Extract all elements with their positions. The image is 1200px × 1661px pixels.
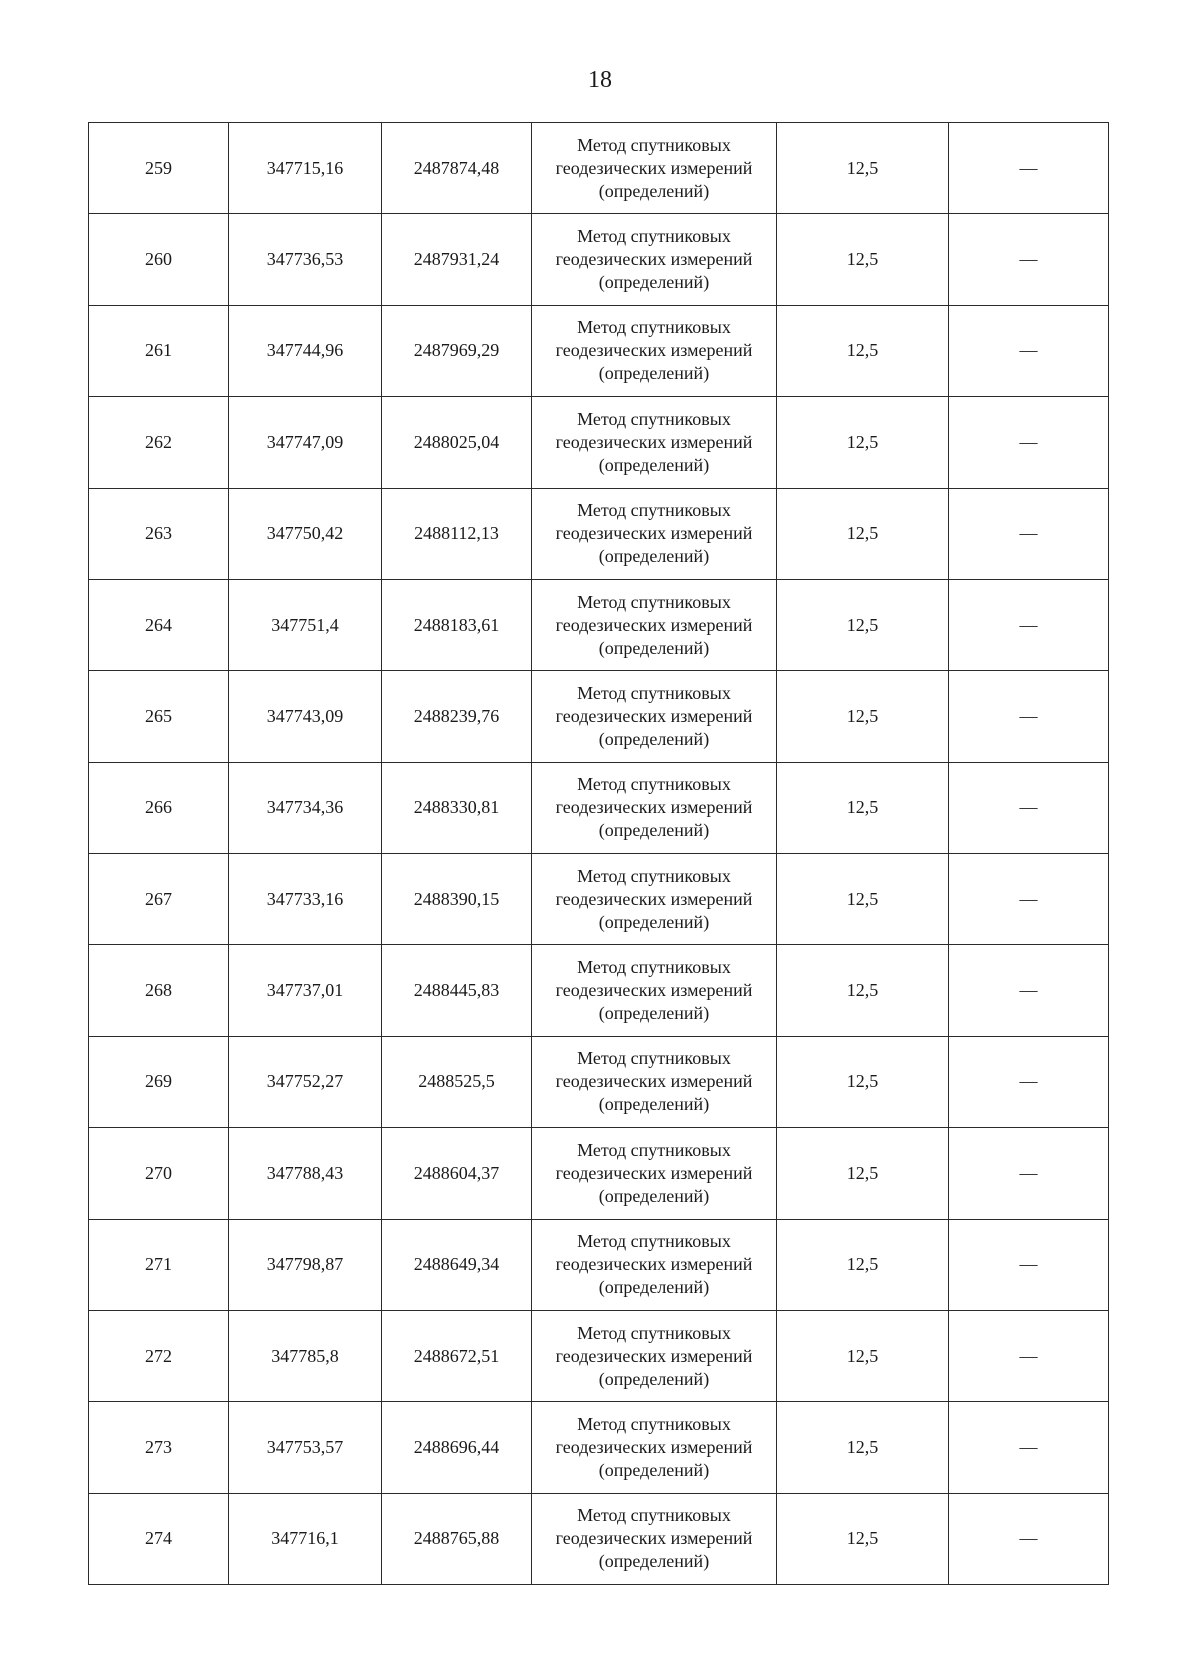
point-number-cell: 263 [89, 488, 229, 579]
method-cell [532, 123, 777, 214]
accuracy-cell: 12,5 [777, 214, 949, 305]
method-line: Метод спутниковых [577, 1413, 731, 1434]
note-cell: — [949, 854, 1109, 945]
method-line: геодезических измерений [555, 1071, 753, 1092]
table-row [89, 123, 1109, 214]
note-cell: — [949, 1128, 1109, 1219]
point-number-cell: 268 [89, 945, 229, 1036]
note-cell: — [949, 123, 1109, 214]
note-cell: — [949, 397, 1109, 488]
note-cell: — [949, 1402, 1109, 1493]
point-number-cell: 272 [89, 1310, 229, 1401]
method-line: геодезических измерений [555, 1254, 753, 1275]
accuracy-cell: 12,5 [777, 1219, 949, 1310]
method-line: геодезических измерений [555, 797, 753, 818]
method-line: (определений) [598, 454, 710, 475]
x-coordinate-cell: 347734,36 [229, 762, 382, 853]
accuracy-cell: 12,5 [777, 1402, 949, 1493]
y-coordinate-cell: 2488112,13 [382, 488, 532, 579]
table-row [89, 1219, 1109, 1310]
method-cell [532, 762, 777, 853]
accuracy-cell: 12,5 [777, 1493, 949, 1584]
method-line: геодезических измерений [555, 1436, 753, 1457]
x-coordinate-cell: 347743,09 [229, 671, 382, 762]
method-line: (определений) [598, 272, 710, 293]
x-coordinate-cell: 347716,1 [229, 1493, 382, 1584]
method-cell [532, 1128, 777, 1219]
y-coordinate-cell: 2487931,24 [382, 214, 532, 305]
accuracy-cell: 12,5 [777, 579, 949, 670]
method-line: геодезических измерений [555, 888, 753, 909]
point-number-cell: 267 [89, 854, 229, 945]
method-line: (определений) [598, 820, 710, 841]
method-line: Метод спутниковых [577, 1139, 731, 1160]
method-cell [532, 1402, 777, 1493]
x-coordinate-cell: 347788,43 [229, 1128, 382, 1219]
method-line: Метод спутниковых [577, 591, 731, 612]
method-cell [532, 579, 777, 670]
accuracy-cell: 12,5 [777, 762, 949, 853]
method-line: Метод спутниковых [577, 774, 731, 795]
x-coordinate-cell: 347733,16 [229, 854, 382, 945]
method-cell [532, 854, 777, 945]
y-coordinate-cell: 2487874,48 [382, 123, 532, 214]
table-row [89, 1310, 1109, 1401]
note-cell: — [949, 1493, 1109, 1584]
note-cell: — [949, 579, 1109, 670]
x-coordinate-cell: 347750,42 [229, 488, 382, 579]
table-row [89, 488, 1109, 579]
x-coordinate-cell: 347737,01 [229, 945, 382, 1036]
method-line: Метод спутниковых [577, 1322, 731, 1343]
method-line: (определений) [598, 1185, 710, 1206]
table-row [89, 1402, 1109, 1493]
method-line: Метод спутниковых [577, 1505, 731, 1526]
method-cell [532, 945, 777, 1036]
note-cell: — [949, 762, 1109, 853]
accuracy-cell: 12,5 [777, 123, 949, 214]
page-number: 18 [588, 67, 612, 93]
method-line: геодезических измерений [555, 1162, 753, 1183]
accuracy-cell: 12,5 [777, 1036, 949, 1127]
method-line: (определений) [598, 911, 710, 932]
method-line: геодезических измерений [555, 614, 753, 635]
accuracy-cell: 12,5 [777, 397, 949, 488]
method-line: (определений) [598, 637, 710, 658]
accuracy-cell: 12,5 [777, 671, 949, 762]
method-line: (определений) [598, 1003, 710, 1024]
accuracy-cell: 12,5 [777, 1310, 949, 1401]
method-line: геодезических измерений [555, 1345, 753, 1366]
method-cell [532, 488, 777, 579]
table-row [89, 1036, 1109, 1127]
y-coordinate-cell: 2488330,81 [382, 762, 532, 853]
method-line: Метод спутниковых [577, 682, 731, 703]
table-row [89, 397, 1109, 488]
method-line: (определений) [598, 180, 710, 201]
note-cell: — [949, 488, 1109, 579]
x-coordinate-cell: 347785,8 [229, 1310, 382, 1401]
x-coordinate-cell: 347715,16 [229, 123, 382, 214]
method-line: геодезических измерений [555, 523, 753, 544]
table-row [89, 945, 1109, 1036]
y-coordinate-cell: 2488239,76 [382, 671, 532, 762]
note-cell: — [949, 671, 1109, 762]
point-number-cell: 265 [89, 671, 229, 762]
y-coordinate-cell: 2488183,61 [382, 579, 532, 670]
x-coordinate-cell: 347751,4 [229, 579, 382, 670]
method-line: (определений) [598, 363, 710, 384]
x-coordinate-cell: 347752,27 [229, 1036, 382, 1127]
point-number-cell: 259 [89, 123, 229, 214]
note-cell: — [949, 1219, 1109, 1310]
table-row [89, 214, 1109, 305]
method-line: Метод спутниковых [577, 500, 731, 521]
method-cell [532, 214, 777, 305]
method-line: геодезических измерений [555, 980, 753, 1001]
method-line: Метод спутниковых [577, 408, 731, 429]
method-line: (определений) [598, 1094, 710, 1115]
x-coordinate-cell: 347744,96 [229, 305, 382, 396]
point-number-cell: 269 [89, 1036, 229, 1127]
point-number-cell: 260 [89, 214, 229, 305]
y-coordinate-cell: 2488604,37 [382, 1128, 532, 1219]
method-line: геодезических измерений [555, 1528, 753, 1549]
method-line: (определений) [598, 1368, 710, 1389]
method-line: геодезических измерений [555, 157, 753, 178]
method-line: геодезических измерений [555, 249, 753, 270]
method-line: Метод спутниковых [577, 226, 731, 247]
accuracy-cell: 12,5 [777, 1128, 949, 1219]
x-coordinate-cell: 347798,87 [229, 1219, 382, 1310]
point-number-cell: 271 [89, 1219, 229, 1310]
note-cell: — [949, 214, 1109, 305]
table-row [89, 671, 1109, 762]
note-cell: — [949, 945, 1109, 1036]
table-row [89, 1493, 1109, 1584]
method-line: Метод спутниковых [577, 1048, 731, 1069]
y-coordinate-cell: 2488696,44 [382, 1402, 532, 1493]
method-cell [532, 1219, 777, 1310]
method-line: (определений) [598, 546, 710, 567]
accuracy-cell: 12,5 [777, 488, 949, 579]
method-line: геодезических измерений [555, 431, 753, 452]
x-coordinate-cell: 347736,53 [229, 214, 382, 305]
method-cell [532, 1493, 777, 1584]
accuracy-cell: 12,5 [777, 945, 949, 1036]
method-line: Метод спутниковых [577, 317, 731, 338]
point-number-cell: 273 [89, 1402, 229, 1493]
point-number-cell: 274 [89, 1493, 229, 1584]
point-number-cell: 266 [89, 762, 229, 853]
y-coordinate-cell: 2488672,51 [382, 1310, 532, 1401]
method-line: (определений) [598, 1551, 710, 1572]
note-cell: — [949, 1310, 1109, 1401]
accuracy-cell: 12,5 [777, 305, 949, 396]
point-number-cell: 270 [89, 1128, 229, 1219]
note-cell: — [949, 305, 1109, 396]
y-coordinate-cell: 2488649,34 [382, 1219, 532, 1310]
y-coordinate-cell: 2488525,5 [382, 1036, 532, 1127]
table-row [89, 579, 1109, 670]
method-line: (определений) [598, 1277, 710, 1298]
method-line: Метод спутниковых [577, 1231, 731, 1252]
method-line: (определений) [598, 728, 710, 749]
method-line: геодезических измерений [555, 705, 753, 726]
accuracy-cell: 12,5 [777, 854, 949, 945]
table-row [89, 1128, 1109, 1219]
method-cell [532, 305, 777, 396]
method-line: (определений) [598, 1459, 710, 1480]
y-coordinate-cell: 2487969,29 [382, 305, 532, 396]
table-row [89, 762, 1109, 853]
method-cell [532, 397, 777, 488]
point-number-cell: 261 [89, 305, 229, 396]
method-line: Метод спутниковых [577, 957, 731, 978]
y-coordinate-cell: 2488445,83 [382, 945, 532, 1036]
coordinates-table [88, 122, 1109, 1585]
method-cell [532, 1310, 777, 1401]
x-coordinate-cell: 347747,09 [229, 397, 382, 488]
y-coordinate-cell: 2488390,15 [382, 854, 532, 945]
method-line: Метод спутниковых [577, 134, 731, 155]
y-coordinate-cell: 2488765,88 [382, 1493, 532, 1584]
coordinates-table-body [89, 123, 1109, 1585]
point-number-cell: 262 [89, 397, 229, 488]
table-row [89, 305, 1109, 396]
x-coordinate-cell: 347753,57 [229, 1402, 382, 1493]
table-row [89, 854, 1109, 945]
method-cell [532, 1036, 777, 1127]
method-line: Метод спутниковых [577, 865, 731, 886]
point-number-cell: 264 [89, 579, 229, 670]
method-line: геодезических измерений [555, 340, 753, 361]
method-cell [532, 671, 777, 762]
note-cell: — [949, 1036, 1109, 1127]
y-coordinate-cell: 2488025,04 [382, 397, 532, 488]
